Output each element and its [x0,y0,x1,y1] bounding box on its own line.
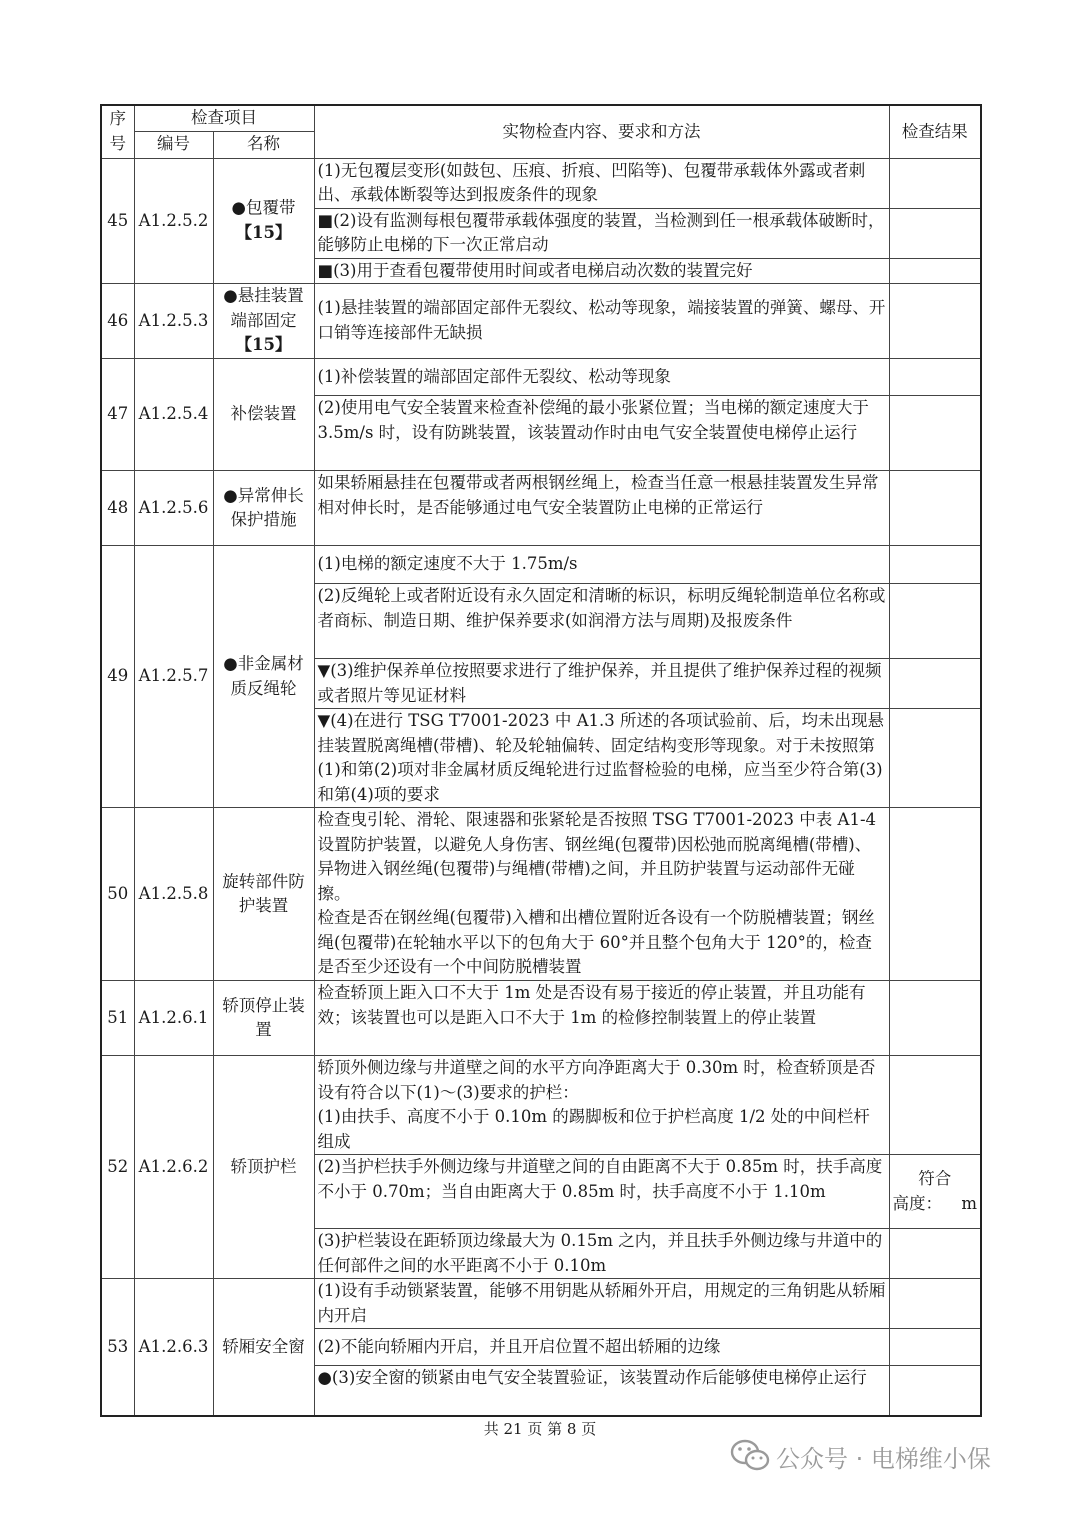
row-seq: 47 [101,359,134,471]
row-seq: 51 [101,981,134,1056]
result-cell[interactable] [889,1056,981,1155]
row-item: (1)悬挂装置的端部固定部件无裂纹、松动等现象，端接装置的弹簧、螺母、开口销等连接部件无缺损 [314,284,889,359]
table-row [101,158,981,208]
row-name: ●非金属材质反绳轮 [213,546,314,808]
row-item: (2)反绳轮上或者附近设有永久固定和清晰的标识，标明反绳轮制造单位名称或者商标、制造日期、维护保养要求(如润滑方法与周期)及报废条件 [314,584,889,659]
table-row [101,284,981,359]
row-seq: 50 [101,808,134,981]
result-cell[interactable] [889,808,981,981]
result-cell[interactable] [889,1329,981,1366]
inspection-table [100,104,982,1417]
result-cell[interactable] [889,584,981,659]
result-cell[interactable] [889,981,981,1056]
row-item: 检查轿顶上距入口不大于 1m 处是否设有易于接近的停止装置，并且功能有效；该装置也可以是距入口不大于 1m 的检修控制装置上的停止装置 [314,981,889,1056]
row-seq: 45 [101,158,134,284]
result-cell[interactable] [889,396,981,471]
row-item: (2)使用电气安全装置来检查补偿绳的最小张紧位置；当电梯的额定速度大于 3.5m/s 时，设有防跳装置，该装置动作时由电气安全装置使电梯停止运行 [314,396,889,471]
result-status: 符合 [918,1169,952,1188]
row-seq: 48 [101,471,134,546]
table-row [101,359,981,396]
row-item: (1)电梯的额定速度不大于 1.75m/s [314,546,889,584]
row-code: A1.2.6.2 [134,1056,213,1279]
result-cell[interactable] [889,659,981,709]
result-height-label: 高度： [892,1193,942,1213]
row-item: (2)当护栏扶手外侧边缘与井道壁之间的自由距离不大于 0.85m 时，扶手高度不小于 0.70m；当自由距离大于 0.85m 时，扶手高度不小于 1.10m [314,1155,889,1229]
table-row [101,981,981,1056]
watermark-text: 公众号 · 电梯维小保 [776,1444,991,1473]
row-name: 旋转部件防护装置 [213,808,314,981]
row-item: 检查曳引轮、滑轮、限速器和张紧轮是否按照 TSG T7001-2023 中表 A1-4 设置防护装置，以避免人身伤害、钢丝绳(包覆带)因松弛而脱离绳槽(带槽)、异物进入钢丝绳(包覆带)与绳槽(带槽)之间，并且防护装置与运动部件无碰擦。 检查是否在钢丝绳(包覆带)入槽和出槽位置附近各设有一个防脱槽装置；钢丝绳(包覆带)在轮轴水平以下的包角大于 60°并且整个包角大于 120°的，检查是否至少还设有一个中间防脱槽装置 [314,808,889,981]
result-cell[interactable] [889,208,981,258]
row-name: 轿厢安全窗 [213,1279,314,1416]
row-name: 轿顶停止装置 [213,981,314,1056]
row-seq: 49 [101,546,134,808]
table-row [101,1056,981,1155]
table-row [101,471,981,546]
table-row [101,546,981,584]
table-row [101,808,981,981]
row-code: A1.2.5.2 [134,158,213,284]
row-name: ●包覆带 【15】 [213,158,314,284]
result-cell[interactable] [889,258,981,284]
row-name: ●悬挂装置端部固定【15】 [213,284,314,359]
result-cell[interactable] [889,359,981,396]
result-cell[interactable] [889,1155,981,1229]
wechat-icon [730,1438,770,1474]
row-code: A1.2.6.1 [134,981,213,1056]
row-item: (3)护栏装设在距轿顶边缘最大为 0.15m 之内，并且扶手外侧边缘与井道中的任何部件之间的水平距离不小于 0.10m [314,1229,889,1279]
result-cell[interactable] [889,471,981,546]
row-code: A1.2.5.8 [134,808,213,981]
row-item: ■(2)设有监测每根包覆带承载体强度的装置，当检测到任一根承载体破断时，能够防止电梯的下一次正常启动 [314,208,889,258]
row-item: 如果轿厢悬挂在包覆带或者两根钢丝绳上，检查当任意一根悬挂装置发生异常相对伸长时，是否能够通过电气安全装置防止电梯的正常运行 [314,471,889,546]
page-number: 共 21 页 第 8 页 [483,1420,597,1438]
row-code: A1.2.5.3 [134,284,213,359]
row-item: 轿顶外侧边缘与井道壁之间的水平方向净距离大于 0.30m 时，检查轿顶是否设有符合以下(1)～(3)要求的护栏： (1)由扶手、高度不小于 0.10m 的踢脚板和位于护栏高度 1/2 处的中间栏杆组成 [314,1056,889,1155]
result-cell[interactable] [889,1229,981,1279]
header-content: 实物检查内容、要求和方法 [314,105,889,158]
table-row [101,1279,981,1329]
row-item: (1)设有手动锁紧装置，能够不用钥匙从轿厢外开启，用规定的三角钥匙从轿厢内开启 [314,1279,889,1329]
header-result: 检查结果 [889,105,981,158]
row-item: ●(3)安全窗的锁紧由电气安全装置验证，该装置动作后能够使电梯停止运行 [314,1366,889,1416]
result-cell[interactable] [889,1279,981,1329]
result-cell[interactable] [889,1366,981,1416]
header-inspection-item: 检查项目 [134,105,314,131]
row-name: ●异常伸长保护措施 [213,471,314,546]
row-seq: 53 [101,1279,134,1416]
row-code: A1.2.5.4 [134,359,213,471]
row-item: (2)不能向轿厢内开启，并且开启位置不超出轿厢的边缘 [314,1329,889,1366]
row-code: A1.2.6.3 [134,1279,213,1416]
row-item: ▼(3)维护保养单位按照要求进行了维护保养，并且提供了维护保养过程的视频或者照片等见证材料 [314,659,889,709]
header-code: 编号 [134,131,213,158]
row-code: A1.2.5.6 [134,471,213,546]
row-seq: 52 [101,1056,134,1279]
result-cell[interactable] [889,158,981,208]
result-cell[interactable] [889,546,981,584]
row-item: ▼(4)在进行 TSG T7001-2023 中 A1.3 所述的各项试验前、后，均未出现悬挂装置脱离绳槽(带槽)、轮及轮轴偏转、固定结构变形等现象。对于未按照第(1)和第(2)项对非金属材质反绳轮进行过监督检验的电梯，应当至少符合第(3)和第(4)项的要求 [314,709,889,808]
result-height-unit: m [961,1193,977,1213]
row-seq: 46 [101,284,134,359]
watermark [730,1436,991,1476]
row-name: 补偿装置 [213,359,314,471]
result-cell[interactable] [889,709,981,808]
header-name: 名称 [213,131,314,158]
row-item: (1)无包覆层变形(如鼓包、压痕、折痕、凹陷等)、包覆带承载体外露或者刺出、承载体断裂等达到报废条件的现象 [314,158,889,208]
header-seq: 序号 [101,105,134,158]
row-item: ■(3)用于查看包覆带使用时间或者电梯启动次数的装置完好 [314,258,889,284]
result-cell[interactable] [889,284,981,359]
row-name: 轿顶护栏 [213,1056,314,1279]
row-code: A1.2.5.7 [134,546,213,808]
row-item: (1)补偿装置的端部固定部件无裂纹、松动等现象 [314,359,889,396]
